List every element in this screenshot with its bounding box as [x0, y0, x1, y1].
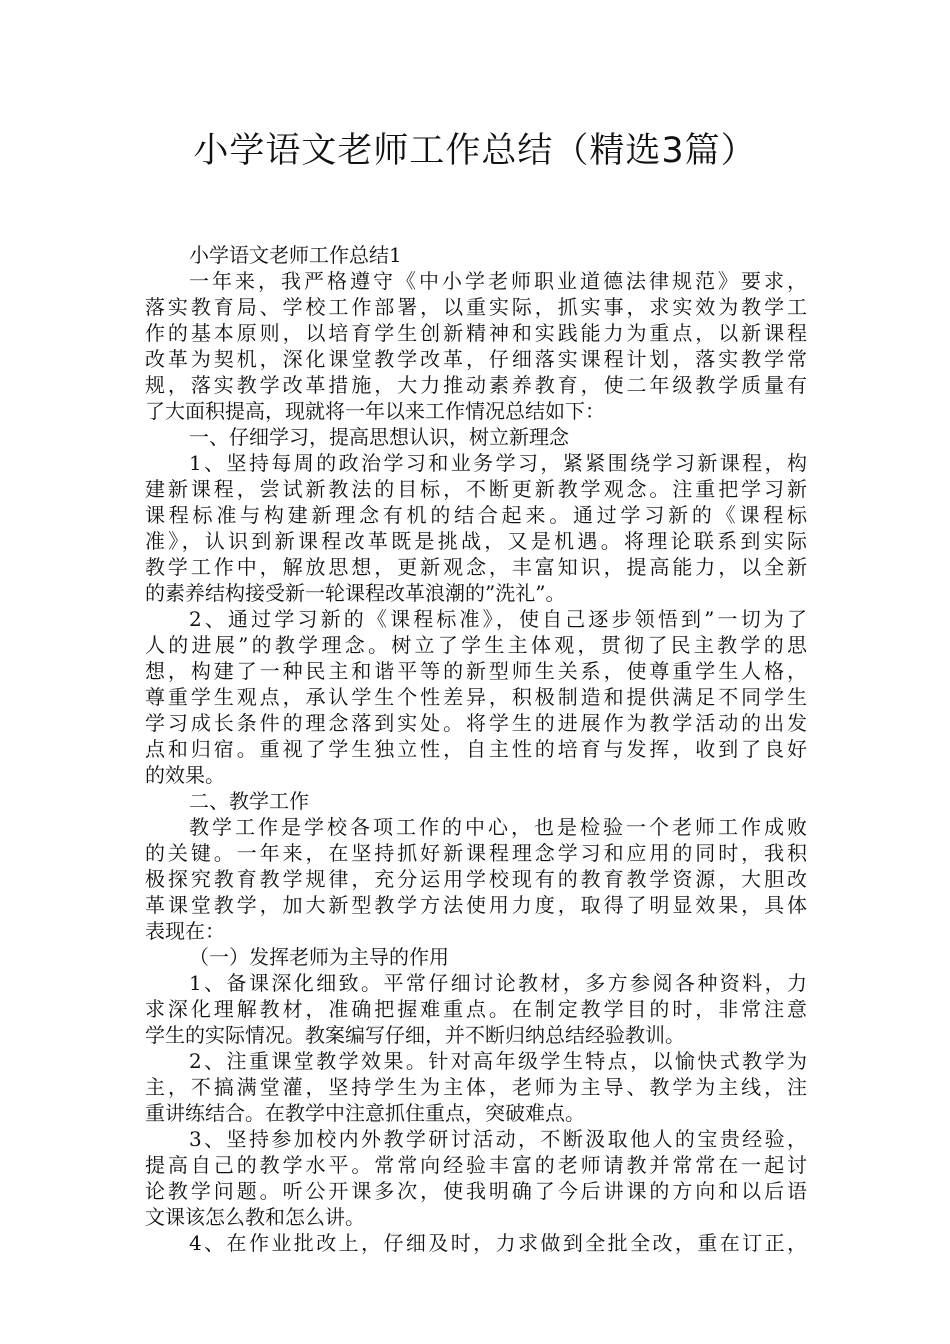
text-line: 论教学问题。听公开课多次，使我明确了今后讲课的方向和以后语 [145, 1179, 807, 1203]
text-line: 表现在： [145, 919, 225, 943]
text-line: 文课该怎么教和怎么讲。 [145, 1205, 365, 1229]
text-line: 一年来，我严格遵守《中小学老师职业道德法律规范》要求， [189, 269, 807, 293]
text-line: 革课堂教学，加大新型教学方法使用力度，取得了明显效果，具体 [145, 893, 807, 917]
text-line: 极探究教育教学规律，充分运用学校现有的教育教学资源，大胆改 [145, 867, 807, 891]
text-line: 人的进展”的教学理念。树立了学生主体观，贯彻了民主教学的思 [145, 633, 807, 657]
text-line: 2、注重课堂教学效果。针对高年级学生特点，以愉快式教学为 [189, 1049, 807, 1073]
text-line: 4、在作业批改上，仔细及时，力求做到全批全改，重在订正， [189, 1231, 807, 1255]
document-title: 小学语文老师工作总结（精选3篇） [193, 131, 757, 171]
text-line: 尊重学生观点，承认学生个性差异，积极制造和提供满足不同学生 [145, 685, 807, 709]
text-line: 点和归宿。重视了学生独立性，自主性的培育与发挥，收到了良好 [145, 737, 807, 761]
text-line: 求深化理解教材，准确把握难重点。在制定教学目的时，非常注意 [145, 997, 807, 1021]
text-line: 教学工作是学校各项工作的中心，也是检验一个老师工作成败 [189, 815, 807, 839]
text-line: 的关键。一年来，在坚持抓好新课程理念学习和应用的同时，我积 [145, 841, 807, 865]
text-line: 准》，认识到新课程改革既是挑战，又是机遇。将理论联系到实际 [145, 529, 807, 553]
text-line: 课程标准与构建新理念有机的结合起来。通过学习新的《课程标 [145, 503, 807, 527]
text-line: 改革为契机，深化课堂教学改革，仔细落实课程计划，落实教学常 [145, 347, 807, 371]
text-line: 重讲练结合。在教学中注意抓住重点，突破难点。 [145, 1101, 585, 1125]
text-line: 想，构建了一种民主和谐平等的新型师生关系，使尊重学生人格， [145, 659, 807, 683]
text-line: 规，落实教学改革措施，大力推动素养教育，使二年级教学质量有 [145, 373, 807, 397]
text-line: 提高自己的教学水平。常常向经验丰富的老师请教并常常在一起讨 [145, 1153, 807, 1177]
text-line: 教学工作中，解放思想，更新观念，丰富知识，提高能力，以全新 [145, 555, 807, 579]
text-line: 学生的实际情况。教案编写仔细，并不断归纳总结经验教训。 [145, 1023, 685, 1047]
text-line: 小学语文老师工作总结1 [189, 243, 402, 267]
text-line: （一）发挥老师为主导的作用 [189, 945, 449, 969]
text-line: 二、教学工作 [189, 789, 309, 813]
text-line: 的效果。 [145, 763, 225, 787]
document-body [145, 242, 807, 1256]
text-line: 了大面积提高，现就将一年以来工作情况总结如下： [145, 399, 605, 423]
text-line: 1、备课深化细致。平常仔细讨论教材，多方参阅各种资料，力 [189, 971, 807, 995]
text-line: 的素养结构接受新一轮课程改革浪潮的”洗礼”。 [145, 581, 566, 605]
text-line: 2、通过学习新的《课程标准》，使自己逐步领悟到”一切为了 [189, 607, 807, 631]
text-line: 主，不搞满堂灌，坚持学生为主体，老师为主导、教学为主线，注 [145, 1075, 807, 1099]
text-line: 学习成长条件的理念落到实处。将学生的进展作为教学活动的出发 [145, 711, 807, 735]
text-line: 作的基本原则，以培育学生创新精神和实践能力为重点，以新课程 [145, 321, 807, 345]
text-line: 落实教育局、学校工作部署，以重实际，抓实事，求实效为教学工 [145, 295, 807, 319]
text-line: 建新课程，尝试新教法的目标，不断更新教学观念。注重把学习新 [145, 477, 807, 501]
text-line: 一、仔细学习，提高思想认识，树立新理念 [189, 425, 569, 449]
text-line: 1、坚持每周的政治学习和业务学习，紧紧围绕学习新课程，构 [189, 451, 807, 475]
text-line: 3、坚持参加校内外教学研讨活动，不断汲取他人的宝贵经验， [189, 1127, 807, 1151]
